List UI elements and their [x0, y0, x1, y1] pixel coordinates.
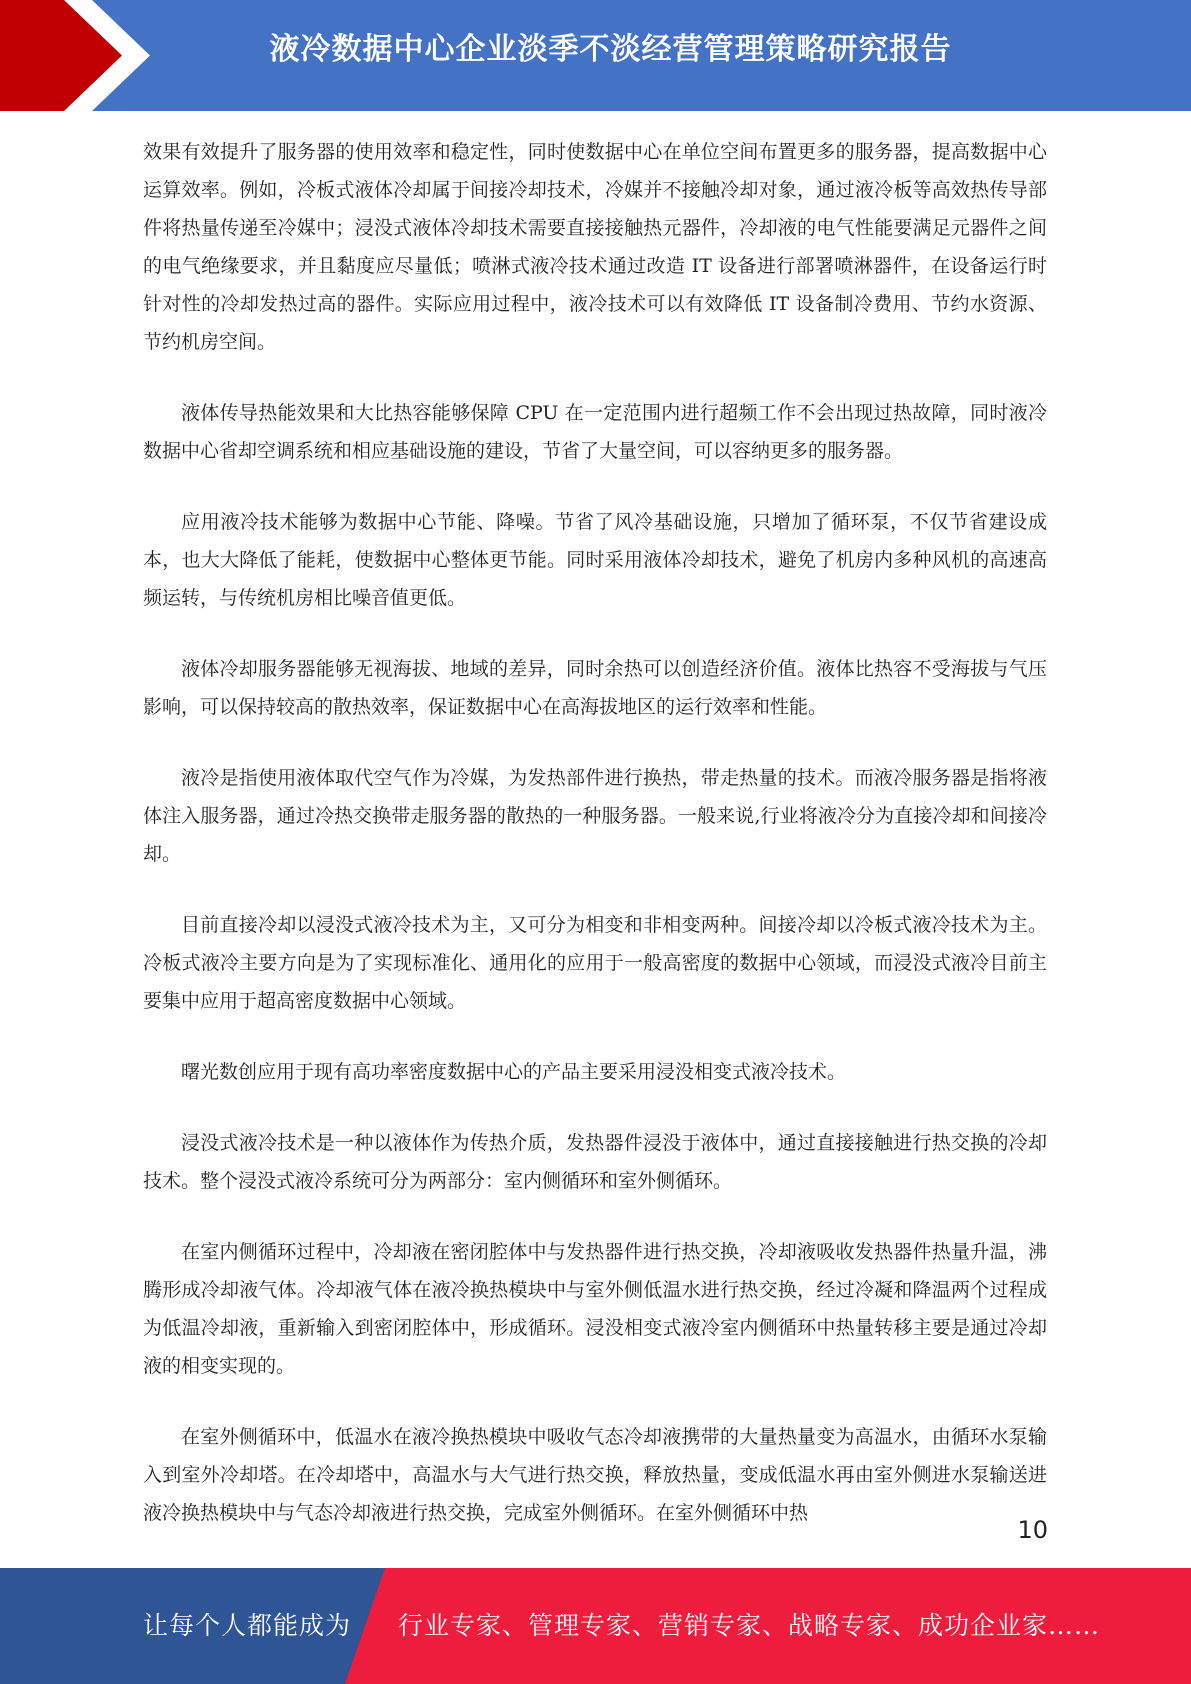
paragraph: 在室内侧循环过程中，冷却液在密闭腔体中与发热器件进行热交换，冷却液吸收发热器件热量升温，沸腾形成冷却液气体。冷却液气体在液冷换热模块中与室外侧低温水进行热交换，经过冷凝和降温两个过程成为低温冷却液，重新输入到密闭腔体中，形成循环。浸没相变式液冷室内侧循环中热量转移主要是通过冷却液的相变实现的。 — [143, 1241, 1047, 1377]
document-body — [143, 133, 1047, 1565]
paragraph: 在室外侧循环中，低温水在液冷换热模块中吸收气态冷却液携带的大量热量变为高温水，由循环水泵输入到室外冷却塔。在冷却塔中，高温水与大气进行热交换，释放热量，变成低温水再由室外侧进水泵输送进液冷换热模块中与气态冷却液进行热交换，完成室外侧循环。在室外侧循环中热 — [143, 1426, 1047, 1524]
paragraph: 应用液冷技术能够为数据中心节能、降噪。节省了风冷基础设施，只增加了循环泵，不仅节省建设成本，也大大降低了能耗，使数据中心整体更节能。同时采用液体冷却技术，避免了机房内多种风机的高速高频运转，与传统机房相比噪音值更低。 — [143, 511, 1047, 609]
paragraph: 曙光数创应用于现有高功率密度数据中心的产品主要采用浸没相变式液冷技术。 — [181, 1061, 847, 1083]
paragraph: 目前直接冷却以浸没式液冷技术为主，又可分为相变和非相变两种。间接冷却以冷板式液冷技术为主。冷板式液冷主要方向是为了实现标准化、通用化的应用于一般高密度的数据中心领域，而浸没式液冷目前主要集中应用于超高密度数据中心领域。 — [143, 914, 1047, 1012]
page-footer — [0, 1568, 1191, 1684]
paragraph: 浸没式液冷技术是一种以液体作为传热介质，发热器件浸没于液体中，通过直接接触进行热交换的冷却技术。整个浸没式液冷系统可分为两部分：室内侧循环和室外侧循环。 — [143, 1132, 1047, 1192]
header-red-chevron — [0, 0, 150, 111]
paragraph: 效果有效提升了服务器的使用效率和稳定性，同时使数据中心在单位空间布置更多的服务器，提高数据中心运算效率。例如，冷板式液体冷却属于间接冷却技术，冷媒并不接触冷却对象，通过液冷板等高效热传导部件将热量传递至冷媒中；浸没式液体冷却技术需要直接接触热元器件，冷却液的电气性能要满足元器件之间的电气绝缘要求，并且黏度应尽量低；喷淋式液冷技术通过改造 IT 设备进行部署喷淋器件，在设备运行时针对性的冷却发热过高的器件。实际应用过程中，液冷技术可以有效降低 IT 设备制冷费用、节约水资源、节约机房空间。 — [143, 141, 1047, 353]
paragraph: 液体冷却服务器能够无视海拔、地域的差异，同时余热可以创造经济价值。液体比热容不受海拔与气压影响，可以保持较高的散热效率，保证数据中心在高海拔地区的运行效率和性能。 — [143, 658, 1047, 718]
paragraph: 液冷是指使用液体取代空气作为冷媒，为发热部件进行换热，带走热量的技术。而液冷服务器是指将液体注入服务器，通过冷热交换带走服务器的散热的一种服务器。一般来说,行业将液冷分为直接冷却和间接冷却。 — [143, 767, 1047, 865]
footer-slogan-left: 让每个人都能成为 — [143, 1611, 352, 1640]
paragraph: 液体传导热能效果和大比热容能够保障 CPU 在一定范围内进行超频工作不会出现过热故障，同时液冷数据中心省却空调系统和相应基础设施的建设，节省了大量空间，可以容纳更多的服务器。 — [143, 402, 1047, 462]
page-header — [0, 0, 1191, 111]
header-title: 液冷数据中心企业淡季不淡经营管理策略研究报告 — [269, 32, 952, 67]
page-number: 10 — [1017, 1516, 1048, 1544]
footer-slogan-right: 行业专家、管理专家、营销专家、战略专家、成功企业家…… — [398, 1611, 1101, 1640]
